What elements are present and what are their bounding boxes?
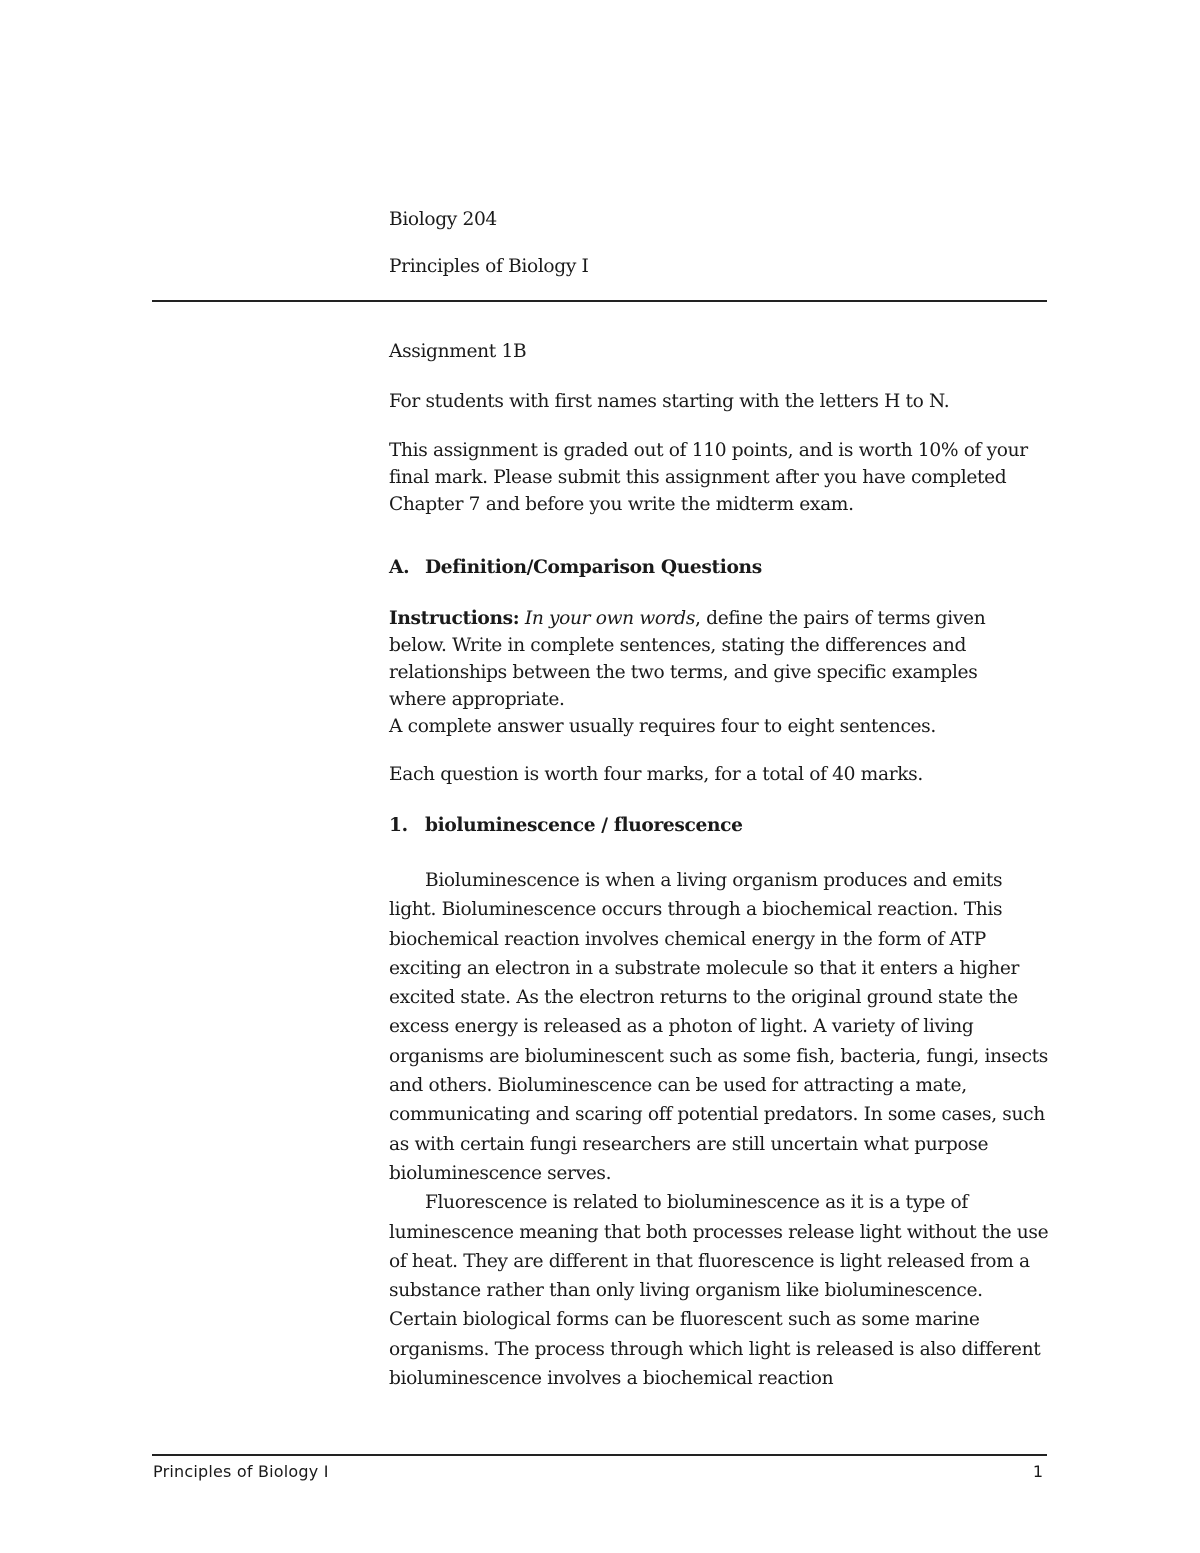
assignment-grading: This assignment is graded out of 110 points, and is worth 10% of your final mark. Please submit this assignment after you have completed Chapter 7 and before you write the midterm exam.	[389, 440, 1028, 515]
instructions-label: Instructions:	[389, 608, 520, 629]
assignment-title: Assignment 1B	[389, 341, 527, 362]
answer-paragraph-1: Bioluminescence is when a living organism produces and emits light. Bioluminescence occurs through a biochemical reaction. This biochemical reaction involves chemical energy in the form of ATP exciting an electron in a substrate molecule so that it enters a higher excited state. As the electron returns to the original ground state the excess energy is released as a photon of light. A variety of living organisms are bioluminescent such as some fish, bacteria, fungi, insects and others. Bioluminescence can be used for attracting a mate, communicating and scaring off potential predators. In some cases, such as with certain fungi researchers are still uncertain what purpose bioluminescence serves.	[389, 870, 1048, 1184]
section-a-heading	[389, 554, 1049, 581]
header-divider	[152, 300, 1047, 302]
instructions-text: , define the pairs of terms given below. Write in complete sentences, stating the differences and relationships between the two terms, and give specific examples where appropriate.	[389, 608, 986, 710]
footer-title: Principles of Biology I	[153, 1462, 329, 1481]
marks-note: Each question is worth four marks, for a total of 40 marks.	[389, 764, 923, 785]
section-a-title: Definition/Comparison Questions	[425, 557, 762, 578]
question-1-heading	[389, 812, 1049, 839]
footer-divider	[152, 1454, 1047, 1456]
section-a-number: A.	[389, 557, 410, 578]
question-1-answer	[389, 866, 1049, 1393]
instructions-line-2: A complete answer usually requires four to eight sentences.	[389, 716, 936, 737]
answer-paragraph-2: Fluorescence is related to bioluminescence as it is a type of luminescence meaning that both processes release light without the use of heat. They are different in that fluorescence is light released from a substance rather than only living organism like bioluminescence. Certain biological forms can be fluorescent such as some marine organisms. The process through which light is released is also different bioluminescence involves a biochemical reaction	[389, 1192, 1049, 1390]
course-name: Principles of Biology I	[389, 256, 589, 277]
course-code: Biology 204	[389, 209, 497, 230]
question-1-number: 1.	[389, 815, 408, 836]
question-1-title: bioluminescence / fluorescence	[425, 815, 743, 836]
page-number: 1	[1032, 1462, 1043, 1481]
section-a-instructions	[389, 605, 1029, 740]
assignment-audience: For students with first names starting with the letters H to N.	[389, 391, 950, 412]
instructions-emphasis: In your own words	[524, 608, 696, 629]
